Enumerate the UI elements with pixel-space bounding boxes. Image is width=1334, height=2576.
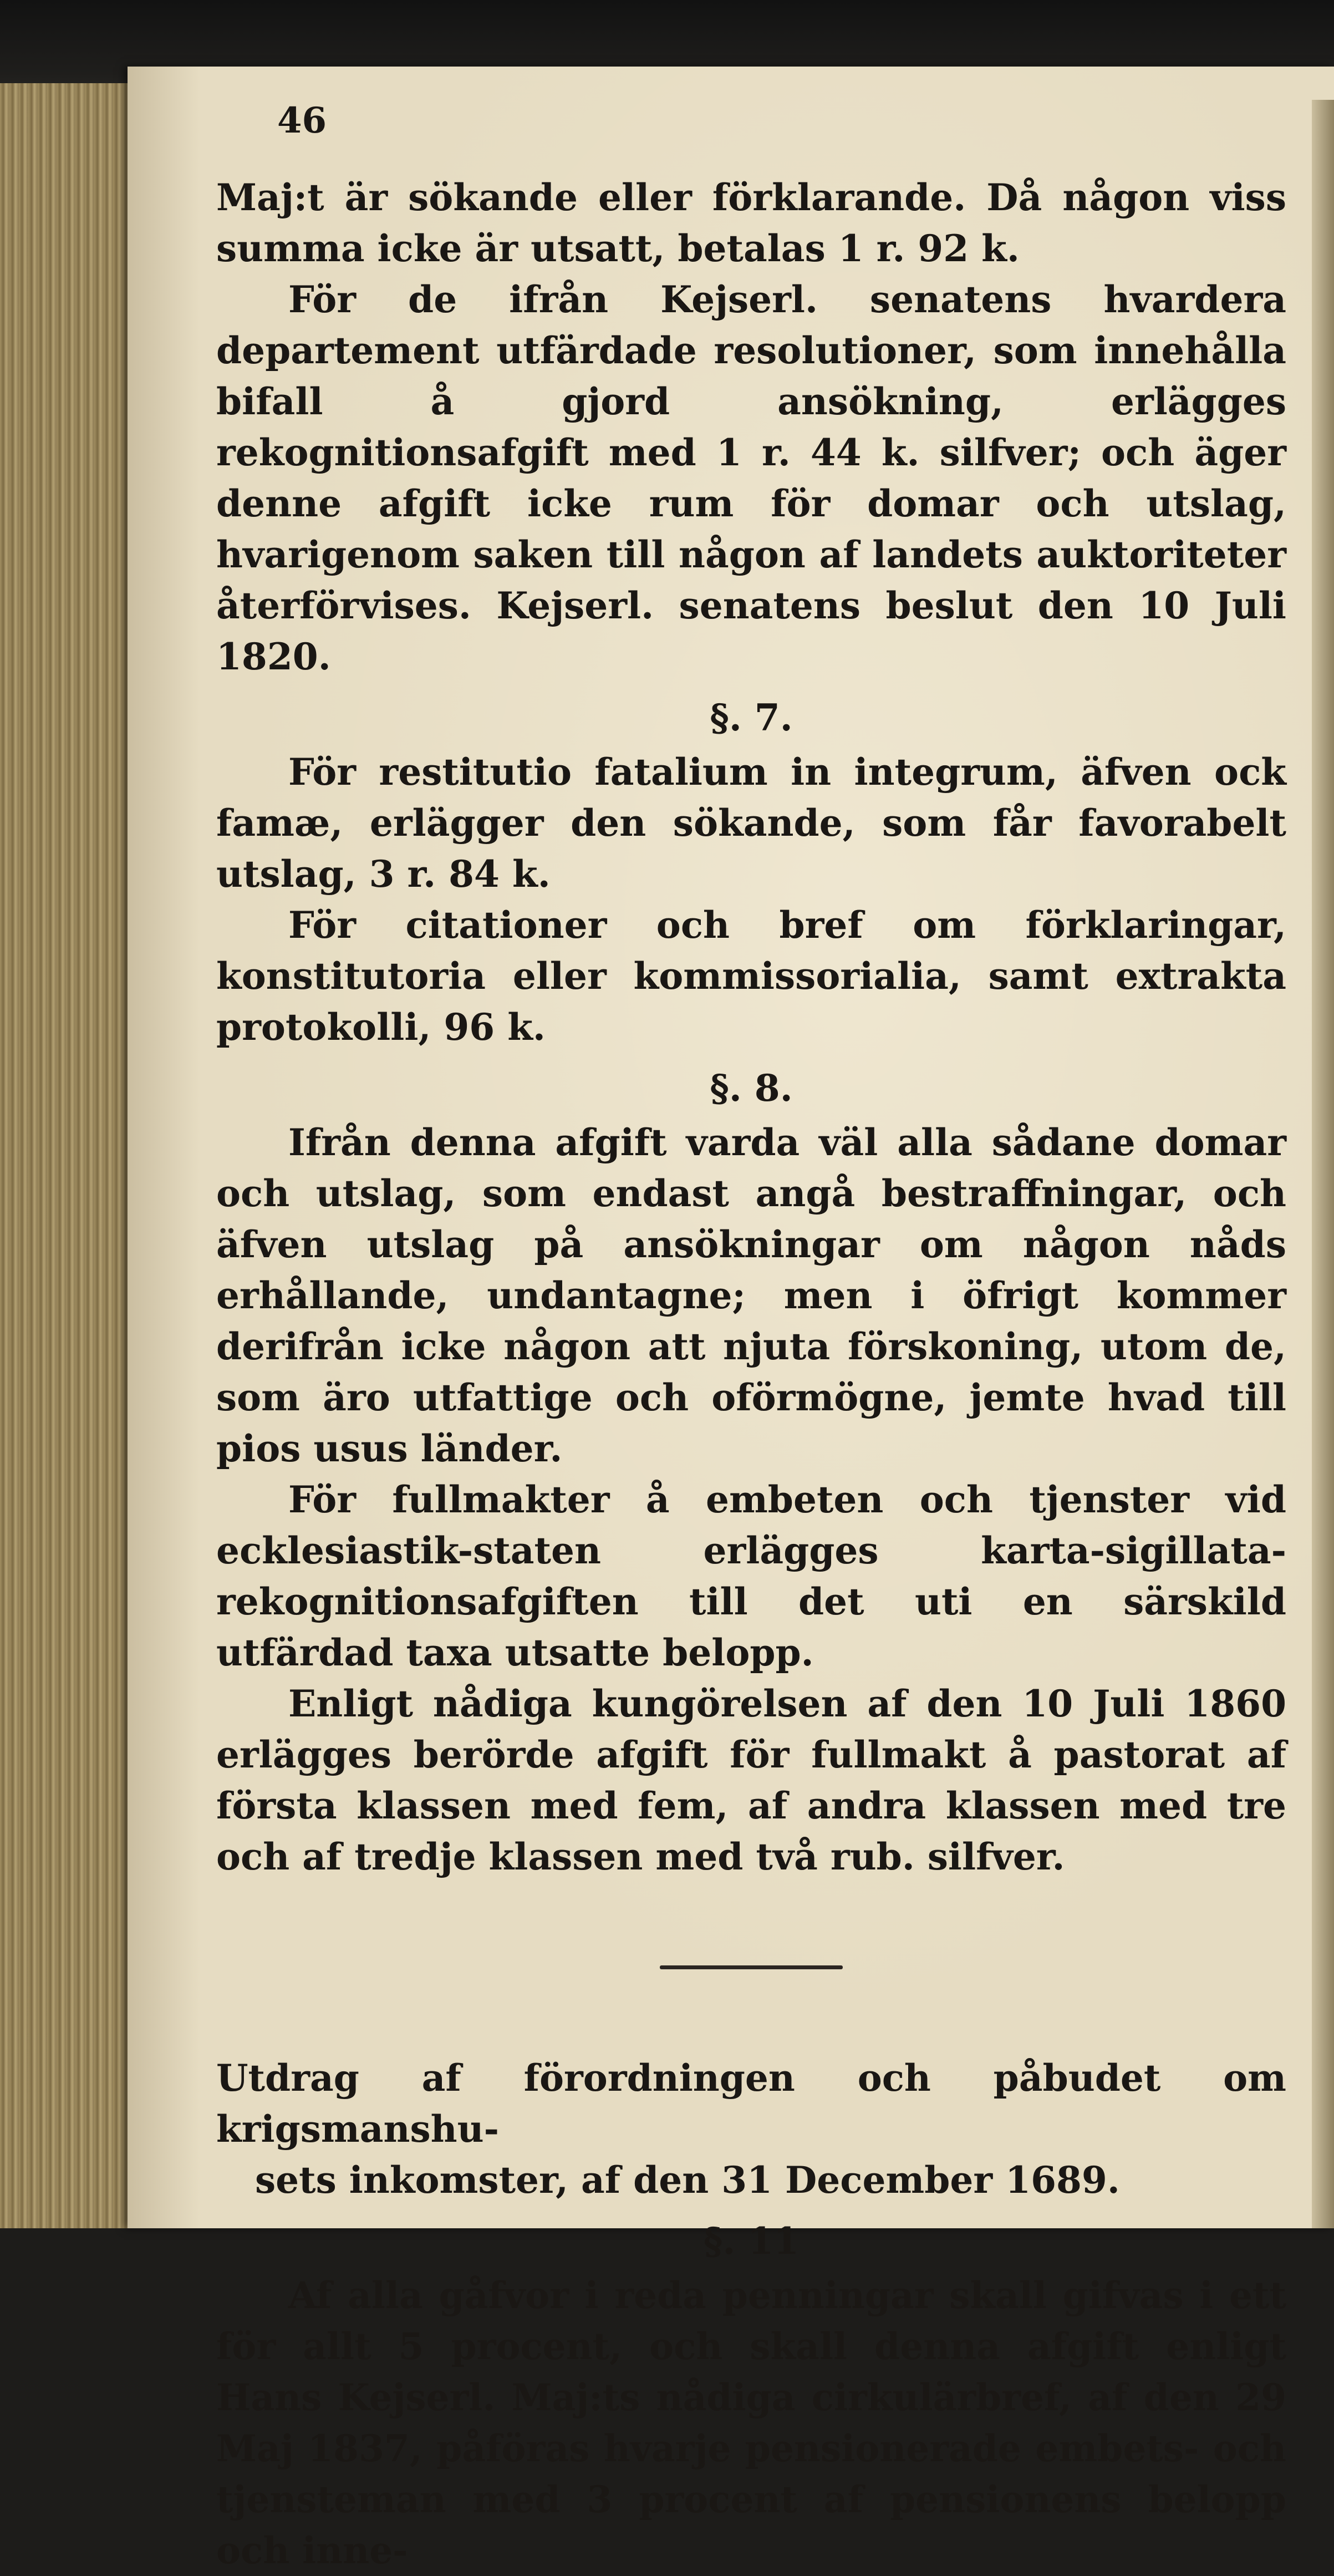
extract-title [216,2052,1286,2206]
paragraph: För fullmakter å embeten och tjenster vid ecklesiastik-staten erlägges karta-sigillata-rekognitionsafgiften till det uti en särskild utfärdad taxa utsatte belopp. [216,1478,1286,1674]
paragraph: För restitutio fatalium in integrum, äfven ock famæ, erlägger den sökande, som får favorabelt utslag, 3 r. 84 k. [216,750,1286,896]
section-heading: §. 8. [710,1066,793,1110]
paragraph: Ifrån denna afgift varda väl alla sådane domar och utslag, som endast angå bestraffningar, och äfven utslag på ansökningar om någon nåds erhållande, undantagne; men i öfrigt kommer derifrån icke någon att njuta förskoning, utom de, som äro utfattige och oförmögne, jemte hvad till pios usus länder. [216,1121,1286,1470]
paragraph: Maj:t är sökande eller förklarande. Då någon viss summa icke är utsatt, betalas 1 r. 92 k. [216,176,1286,270]
paragraph: För citationer och bref om förklaringar, konstitutoria eller kommissorialia, samt extrakta protokolli, 96 k. [216,903,1286,1049]
extract-section-heading: §. 11 [703,2219,800,2263]
paragraph: För de ifrån Kejserl. senatens hvardera departement utfärdade resolutioner, som innehålla bifall å gjord ansökning, erlägges rekognitionsafgift med 1 r. 44 k. silfver; och äger denne afgift icke rum för domar och utslag, hvarigenom saken till någon af landets auktoriteter återförvises. Kejserl. senatens beslut den 10 Juli 1820. [216,278,1286,678]
section-divider-rule [660,1965,843,1969]
main-text [216,172,1286,1882]
section-heading: §. 7. [710,696,793,739]
page-right-edge [1312,100,1334,2228]
paragraph: Enligt nådiga kungörelsen af den 10 Juli 1860 erlägges berörde afgift för fullmakt å pastorat af första klassen med fem, af andra klassen med tre och af tredje klassen med två rub. silfver. [216,1682,1286,1878]
extract-paragraph: Af alla gåfvor i reda penningar skall gifvas i ett för allt 5 procent, och skall denna afgift enligt Hans Kejserl. Maj:ts nådiga cirkulärbref, af den 29 Maj 1837, påföras hvarje pensionerade embets- och tjensteman med 3 procent af pensionens belopp och inne- [216,2274,1286,2572]
extract-title-line-1: Utdrag af förordningen och påbudet om krigsmanshu- [216,2056,1286,2151]
page-number: 46 [277,100,327,141]
extract-title-line-2: sets inkomster, af den 31 December 1689. [255,2158,1120,2202]
page-content [216,100,1286,2576]
